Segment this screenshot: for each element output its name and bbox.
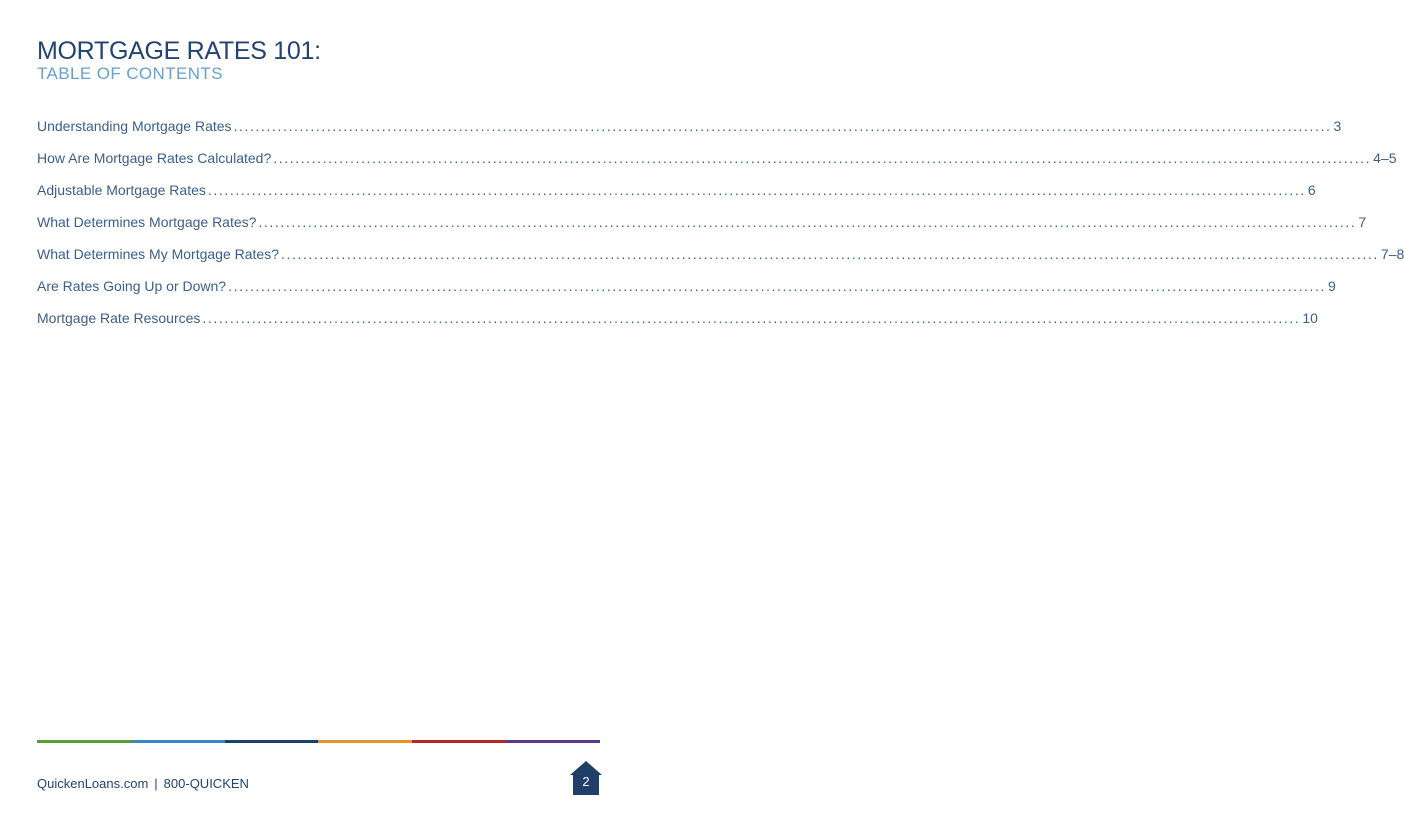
toc-entry-title: Adjustable Mortgage Rates [37,182,206,198]
website-link[interactable]: QuickenLoans.com [37,776,149,791]
phone-number: 800-QUICKEN [163,776,249,791]
toc-dot-leader: ........................................................................................................................................................................................................ [228,278,1327,294]
footer-rule-segment [131,740,225,743]
footer-rule-segment [412,740,506,743]
toc-entry[interactable] [37,246,1404,278]
toc-entry[interactable] [37,150,1397,182]
toc-entry[interactable] [37,182,1316,214]
toc-dot-leader: ........................................................................................................................................................................................................ [258,214,1357,230]
footer-rule-segment [318,740,412,743]
document-subtitle: TABLE OF CONTENTS [37,64,223,83]
footer-contact [37,776,249,791]
toc-entry-title: What Determines My Mortgage Rates? [37,246,279,262]
toc-entry[interactable] [37,278,1336,310]
toc-entry-page: 7 [1358,214,1367,230]
footer-rule-segment [506,740,600,743]
toc-entry[interactable] [37,310,1318,342]
toc-entry-title: Are Rates Going Up or Down? [37,278,227,294]
toc-entry-title: How Are Mortgage Rates Calculated? [37,150,272,166]
toc-entry-page: 4–5 [1373,150,1397,166]
footer-color-rule [37,740,600,743]
toc-entry-title: Mortgage Rate Resources [37,310,201,326]
toc-entry-title: Understanding Mortgage Rates [37,118,232,134]
page-number-badge [569,760,603,796]
table-of-contents [37,118,1404,342]
footer-rule-segment [37,740,131,743]
toc-entry-title: What Determines Mortgage Rates? [37,214,257,230]
toc-entry[interactable] [37,118,1342,150]
toc-dot-leader: ........................................................................................................................................................................................................ [207,182,1306,198]
toc-entry-page: 6 [1307,182,1316,198]
page-number: 2 [582,774,590,789]
toc-dot-leader: ........................................................................................................................................................................................................ [202,310,1301,326]
toc-entry-page: 7–8 [1380,246,1404,262]
footer-separator: | [154,776,158,791]
toc-entry-page: 3 [1333,118,1342,134]
toc-dot-leader: ........................................................................................................................................................................................................ [233,118,1332,134]
toc-entry-page: 10 [1302,310,1318,326]
toc-dot-leader: ........................................................................................................................................................................................................ [280,246,1379,262]
toc-entry-page: 9 [1328,278,1336,294]
toc-entry[interactable] [37,214,1367,246]
toc-dot-leader: ........................................................................................................................................................................................................ [273,150,1372,166]
document-title: MORTGAGE RATES 101: [37,37,321,65]
footer-rule-segment [225,740,319,743]
